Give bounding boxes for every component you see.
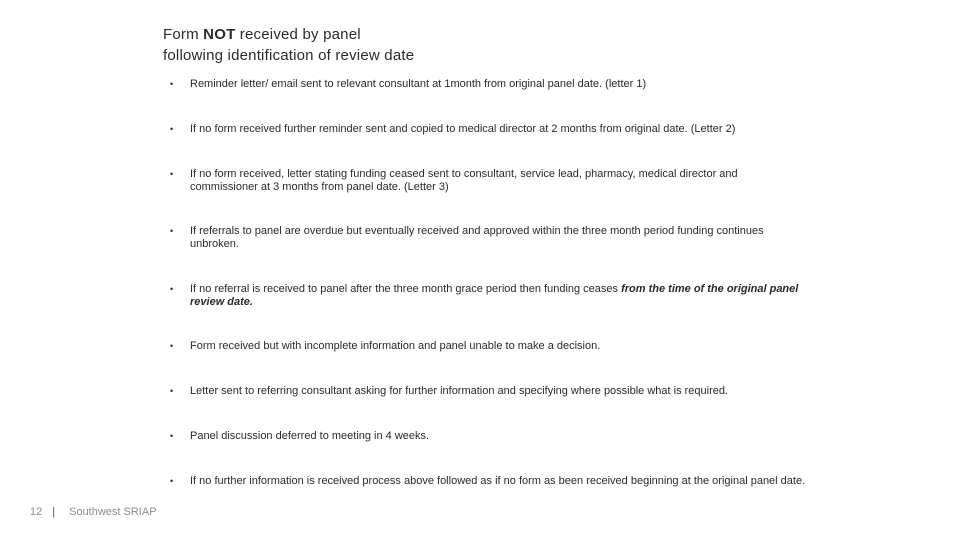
bullet-text: If no form received, letter stating funding ceased sent to consultant, service lead, pharmacy, medical director and commissioner at 3 months from panel date. (Letter 3) (190, 168, 738, 193)
slide-title (163, 24, 414, 66)
bullet-text: If no form received further reminder sent and copied to medical director at 2 months from original date. (Letter 2) (190, 123, 736, 135)
bullet-icon: • (170, 476, 174, 486)
slide-footer (30, 506, 157, 518)
footer-separator: | (52, 506, 56, 518)
bullet-text: Reminder letter/ email sent to relevant consultant at 1month from original panel date. (letter 1) (190, 78, 647, 90)
bullet-icon: • (170, 124, 174, 134)
bullet-icon: • (170, 284, 174, 294)
bullet-icon: • (170, 431, 174, 441)
title-emphasis: NOT (203, 26, 236, 43)
bullet-icon: • (170, 226, 174, 236)
bullet-item (168, 340, 808, 353)
title-line-1 (163, 24, 414, 45)
organization-name: Southwest SRIAP (69, 506, 157, 518)
bullet-text: Letter sent to referring consultant asking for further information and specifying where possible what is required. (190, 385, 729, 397)
page-number: 12 (30, 506, 43, 518)
title-prefix: Form (163, 26, 204, 43)
bullet-item (168, 283, 808, 308)
bullet-text: If no further information is received process above followed as if no form as been received beginning at the original panel date. (190, 475, 806, 487)
bullet-item (168, 430, 808, 443)
bullet-item (168, 385, 808, 398)
bullet-text: If no referral is received to panel after the three month grace period then funding ceases from the time of the original panel review date. (190, 283, 799, 308)
bullet-item (168, 123, 808, 136)
bullet-icon: • (170, 79, 174, 89)
bullet-icon: • (170, 341, 174, 351)
bullet-icon: • (170, 386, 174, 396)
bullet-item (168, 168, 808, 193)
bullet-icon: • (170, 169, 174, 179)
bullet-item (168, 475, 808, 488)
bullet-text: Form received but with incomplete information and panel unable to make a decision. (190, 340, 601, 352)
bullet-item (168, 225, 808, 250)
bullet-text: Panel discussion deferred to meeting in 4 weeks. (190, 430, 430, 442)
title-line-2: following identification of review date (163, 47, 415, 64)
bullet-item (168, 78, 808, 91)
bullet-text: If referrals to panel are overdue but eventually received and approved within the three month period funding continues unbroken. (190, 225, 764, 250)
title-line-1-rest: received by panel (235, 26, 361, 43)
